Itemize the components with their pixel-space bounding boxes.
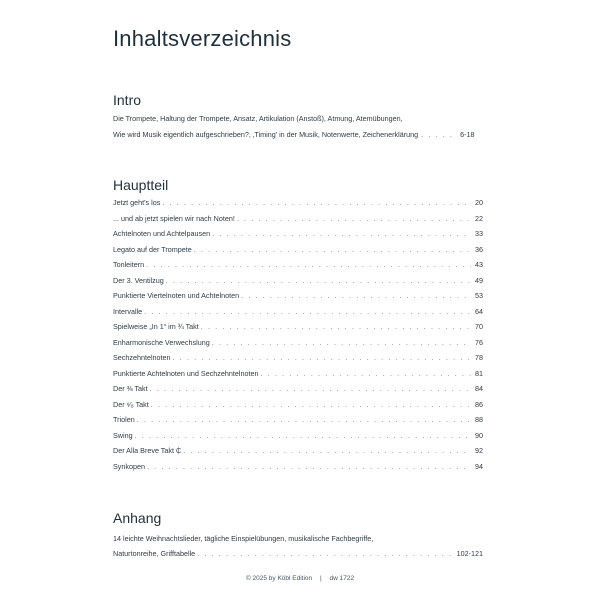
toc-entry-label: Der Alla Breve Takt ₵ bbox=[113, 446, 182, 455]
anhang-line-1: 14 leichte Weihnachtslieder, tägliche Einspielübungen, musikalische Fachbegriffe, bbox=[113, 534, 374, 543]
leader-dots bbox=[241, 291, 471, 300]
toc-entry-label: Der ⁶⁄₈ Takt bbox=[113, 399, 149, 409]
toc-entry bbox=[113, 431, 483, 447]
footer-separator: | bbox=[319, 575, 322, 582]
toc-entry-page: 43 bbox=[475, 260, 483, 269]
toc-entry bbox=[113, 245, 483, 261]
leader-dots bbox=[135, 431, 471, 440]
toc-entry bbox=[113, 369, 483, 385]
toc-entry-page: 33 bbox=[475, 229, 483, 238]
toc-entry-page: 88 bbox=[475, 415, 483, 424]
toc-entry bbox=[113, 322, 483, 338]
footer bbox=[0, 575, 600, 582]
toc-entry bbox=[113, 415, 483, 431]
toc-entry bbox=[113, 307, 483, 323]
leader-dots bbox=[212, 338, 471, 347]
toc-entry-label: Intervalle bbox=[113, 306, 143, 316]
toc-entry-page: 92 bbox=[475, 446, 483, 455]
leader-dots bbox=[146, 260, 471, 269]
toc-entry-label: Sechzehntelnoten bbox=[113, 353, 171, 362]
leader-dots bbox=[237, 214, 471, 223]
section-heading-intro: Intro bbox=[113, 92, 142, 108]
toc-entry-label: Punktierte Achtelnoten und Sechzehntelnoten bbox=[113, 368, 259, 378]
toc-entry bbox=[113, 400, 483, 416]
anhang-line-2-text: Naturtonreihe, Grifftabelle bbox=[113, 549, 196, 558]
leader-dots bbox=[150, 384, 471, 393]
toc-entry-label: ... und ab jetzt spielen wir nach Noten! bbox=[113, 213, 235, 223]
toc-entry-label: Enharmonische Verwechslung bbox=[113, 337, 210, 347]
leader-dots bbox=[421, 130, 457, 139]
toc-entry bbox=[113, 446, 483, 462]
intro-line-2-text: Wie wird Musik eigentlich aufgeschrieben?, ‚Timing' in der Musik, Notenwerte, Zeichenerklärung bbox=[113, 130, 419, 139]
toc-entry-label: Jetzt geht's los bbox=[113, 198, 161, 207]
toc-entry-label: Synkopen bbox=[113, 461, 145, 471]
section-heading-anhang: Anhang bbox=[113, 510, 162, 526]
toc-entry-label: Swing bbox=[113, 430, 133, 440]
toc-entry bbox=[113, 291, 483, 307]
toc-entry-page: 36 bbox=[475, 244, 483, 254]
toc-entry bbox=[113, 276, 483, 292]
hauptteil-list bbox=[113, 198, 483, 477]
toc-entry-label: Der ⅜ Takt bbox=[113, 384, 148, 393]
leader-dots bbox=[137, 415, 471, 424]
toc-entry-label: Punktierte Viertelnoten und Achtelnoten bbox=[113, 291, 240, 300]
toc-entry-page: 22 bbox=[475, 213, 483, 223]
toc-entry-label: Achtelnoten und Achtelpausen bbox=[113, 229, 211, 238]
leader-dots bbox=[144, 307, 471, 316]
leader-dots bbox=[194, 245, 471, 254]
toc-entry-page: 86 bbox=[475, 399, 483, 409]
leader-dots bbox=[173, 353, 471, 362]
page-title: Inhaltsverzeichnis bbox=[113, 26, 292, 51]
toc-entry-page: 94 bbox=[475, 461, 483, 471]
toc-entry bbox=[113, 260, 483, 276]
intro-pages: 6-18 bbox=[460, 130, 475, 139]
toc-entry bbox=[113, 198, 483, 214]
toc-entry-page: 76 bbox=[475, 337, 483, 347]
section-heading-hauptteil: Hauptteil bbox=[113, 177, 169, 193]
toc-entry-label: Tonleitern bbox=[113, 260, 145, 269]
toc-entry-page: 81 bbox=[475, 368, 483, 378]
toc-entry-page: 90 bbox=[475, 430, 483, 440]
toc-entry-label: Triolen bbox=[113, 415, 135, 424]
leader-dots bbox=[183, 446, 471, 455]
footer-copyright: © 2025 by Köbl Edition bbox=[245, 575, 313, 582]
leader-dots bbox=[201, 322, 471, 331]
toc-entry bbox=[113, 462, 483, 478]
anhang-pages: 102-121 bbox=[456, 549, 483, 558]
leader-dots bbox=[212, 229, 471, 238]
toc-entry-page: 64 bbox=[475, 306, 483, 316]
leader-dots bbox=[260, 369, 471, 378]
toc-entry bbox=[113, 338, 483, 354]
leader-dots bbox=[166, 276, 471, 285]
leader-dots bbox=[147, 462, 471, 471]
toc-entry-page: 53 bbox=[475, 291, 483, 300]
toc-entry bbox=[113, 214, 483, 230]
toc-entry-label: Legato auf der Trompete bbox=[113, 244, 192, 254]
leader-dots bbox=[197, 549, 454, 558]
leader-dots bbox=[151, 400, 471, 409]
footer-code: dw 1722 bbox=[329, 575, 355, 582]
toc-entry-page: 84 bbox=[475, 384, 483, 393]
anhang-line-2 bbox=[113, 549, 483, 558]
toc-entry-label: Der 3. Ventilzug bbox=[113, 275, 164, 285]
toc-entry-page: 49 bbox=[475, 275, 483, 285]
toc-entry-page: 20 bbox=[475, 198, 483, 207]
toc-entry-page: 78 bbox=[475, 353, 483, 362]
toc-entry-label: Spielweise „In 1“ im ¾ Takt bbox=[113, 322, 199, 331]
intro-line-2 bbox=[113, 130, 480, 139]
toc-entry bbox=[113, 229, 483, 245]
toc-entry bbox=[113, 353, 483, 369]
toc-entry bbox=[113, 384, 483, 400]
intro-line-1: Die Trompete, Haltung der Trompete, Ansatz, Artikulation (Anstoß), Atmung, Atemübungen, bbox=[113, 114, 403, 123]
leader-dots bbox=[162, 198, 471, 207]
toc-entry-page: 70 bbox=[475, 322, 483, 331]
